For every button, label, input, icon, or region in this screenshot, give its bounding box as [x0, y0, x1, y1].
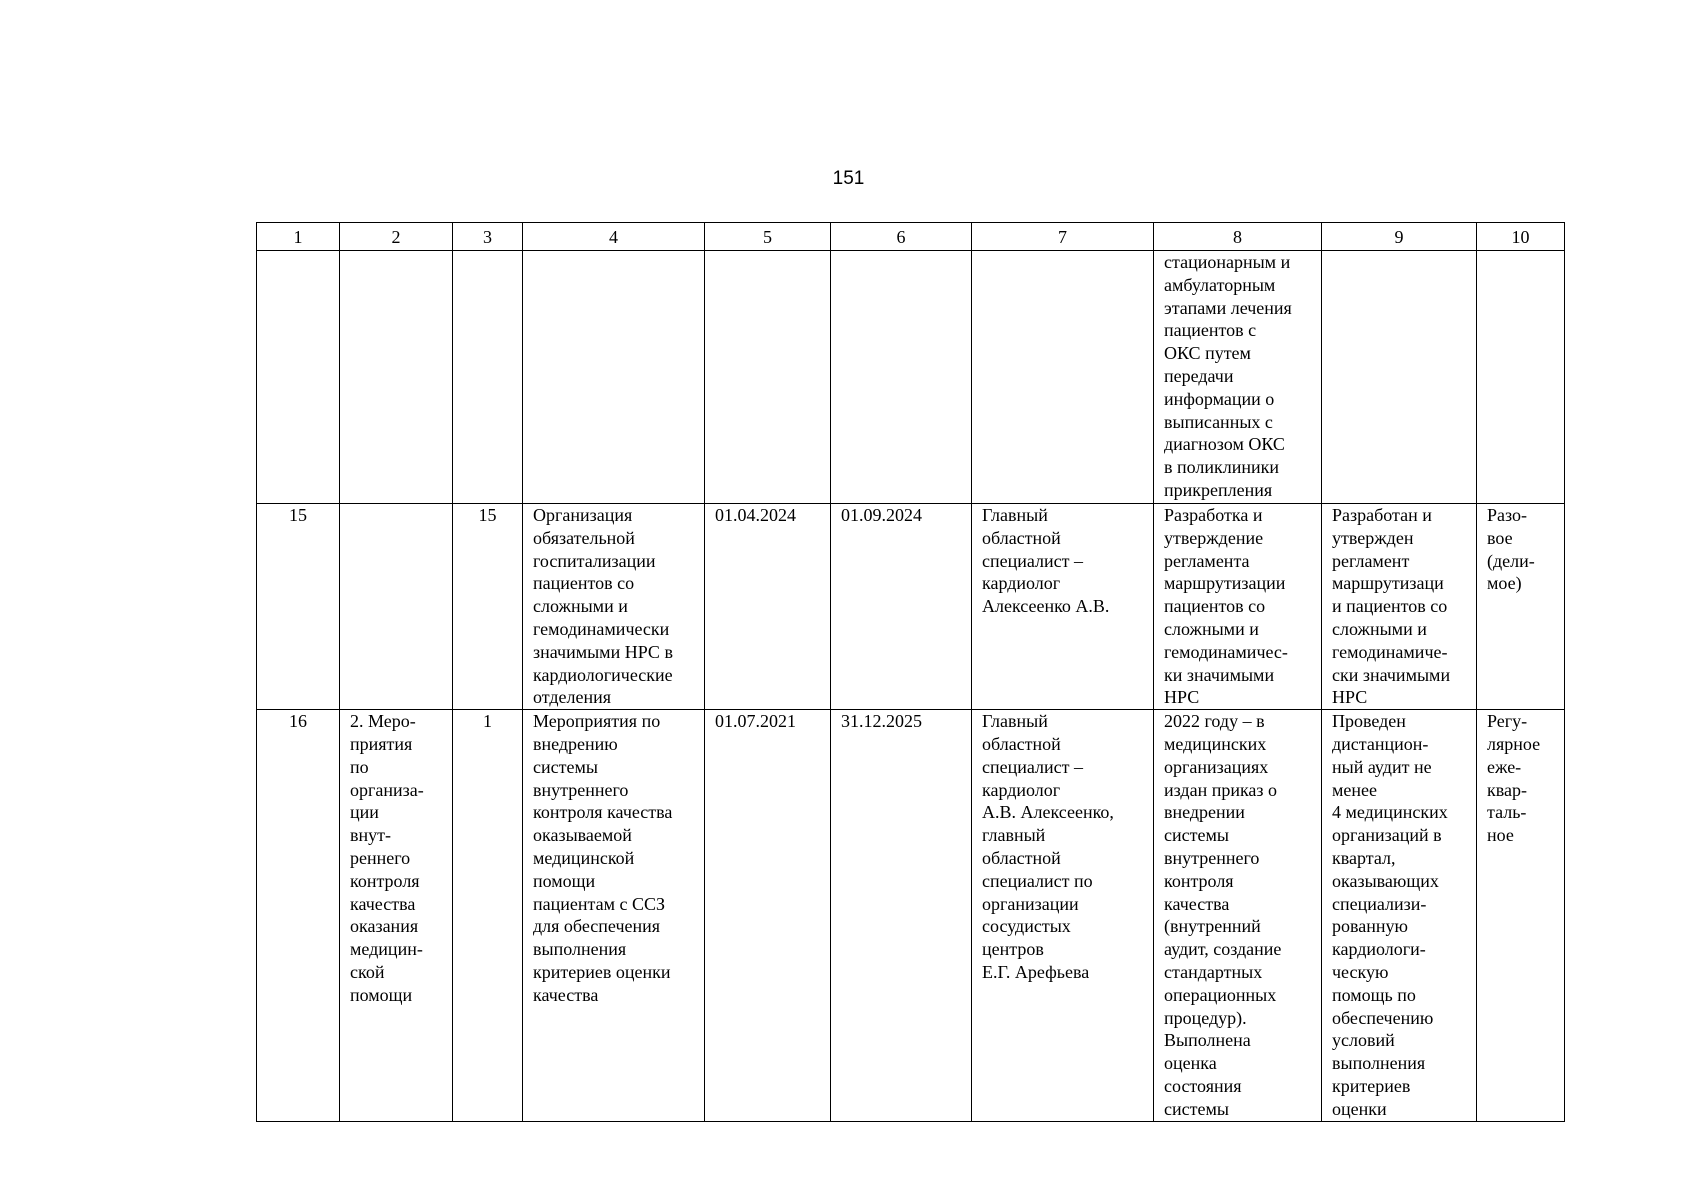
table-cell — [831, 710, 972, 1121]
table-cell — [972, 710, 1154, 1121]
table-cell — [705, 710, 831, 1121]
column-header: 3 — [453, 223, 523, 251]
table-cell — [1322, 504, 1477, 710]
column-header: 5 — [705, 223, 831, 251]
table-cell — [453, 504, 523, 710]
table-cell — [340, 710, 453, 1121]
cell-text: Организация обязательной госпитализации пациентов со сложными и гемодинамически значимыми НРС в кардиологические отделения — [533, 505, 673, 708]
table-cell — [523, 251, 705, 504]
cell-text: 01.09.2024 — [841, 505, 922, 525]
table-cell — [972, 504, 1154, 710]
table-cell — [1154, 251, 1322, 504]
cell-text: 01.04.2024 — [715, 505, 796, 525]
cell-text: 01.07.2021 — [715, 711, 796, 732]
cell-text: Проведен дистанцион- ный аудит не менее 4 медицинских организаций в квартал, оказывающих специализи- рованную кардиологи- ческую помощь по обеспечению условий выполнения критериев оценки — [1332, 711, 1448, 1119]
table-cell — [453, 251, 523, 504]
page-number: 151 — [832, 168, 865, 189]
table-cell — [523, 504, 705, 710]
table-cell — [340, 504, 453, 710]
cell-text: Главный областной специалист – кардиолог Алексеенко А.В. — [982, 505, 1110, 617]
table-cell — [1154, 504, 1322, 710]
cell-text: стационарным и амбулаторным этапами лечения пациентов с ОКС путем передачи информации о выписанных с диагнозом ОКС в поликлиники прикрепления — [1164, 252, 1292, 500]
cell-text: Разо- вое (дели- мое) — [1487, 505, 1535, 594]
table-cell — [1322, 251, 1477, 504]
cell-text: Мероприятия по внедрению системы внутреннего контроля качества оказываемой медицинской помощи пациентам с ССЗ для обеспечения выполнения критериев оценки качества — [533, 711, 673, 1005]
column-header: 6 — [831, 223, 972, 251]
cell-text: Регу- лярное еже- квар- таль- ное — [1487, 711, 1541, 846]
table-cell — [1154, 710, 1322, 1121]
table-cell — [1477, 251, 1565, 504]
cell-text: Разработка и утверждение регламента маршрутизации пациентов со сложными и гемодинамичес- ки значимыми НРС — [1164, 505, 1288, 708]
table-cell — [705, 504, 831, 710]
table-cell — [257, 504, 340, 710]
table-cell — [1322, 710, 1477, 1121]
table-cell — [453, 710, 523, 1121]
table-cell — [257, 251, 340, 504]
table-row — [257, 251, 1565, 504]
table-cell — [705, 251, 831, 504]
table-cell — [1477, 504, 1565, 710]
cell-text: 15 — [289, 505, 307, 525]
column-header: 7 — [972, 223, 1154, 251]
column-header: 2 — [340, 223, 453, 251]
cell-text: 31.12.2025 — [841, 711, 922, 732]
table-cell — [831, 251, 972, 504]
cell-text: Разработан и утвержден регламент маршрутизаци и пациентов со сложными и гемодинамиче- ски значимыми НРС — [1332, 505, 1451, 708]
table-cell — [1477, 710, 1565, 1121]
column-header: 9 — [1322, 223, 1477, 251]
table-row — [257, 504, 1565, 710]
table-row — [257, 710, 1565, 1121]
cell-text: 2. Меро- приятия по организа- ции внут- реннего контроля качества оказания медицин- ской помощи — [350, 711, 424, 1005]
column-header: 1 — [257, 223, 340, 251]
cell-text: 1 — [483, 711, 492, 732]
cell-text: Главный областной специалист – кардиолог А.В. Алексеенко, главный областной специалист по организации сосудистых центров Е.Г. Арефьева — [982, 711, 1114, 982]
table-cell — [523, 710, 705, 1121]
table-cell — [972, 251, 1154, 504]
column-header: 10 — [1477, 223, 1565, 251]
cell-text: 2022 году – в медицинских организациях издан приказ о внедрении системы внутреннего контроля качества (внутренний аудит, создание стандартных операционных процедур). Выполнена оценка состояния системы — [1164, 711, 1282, 1119]
activity-table — [256, 222, 1565, 1122]
column-header: 8 — [1154, 223, 1322, 251]
table-header-row — [257, 223, 1565, 251]
column-header: 4 — [523, 223, 705, 251]
cell-text: 16 — [289, 711, 307, 732]
table-cell — [340, 251, 453, 504]
table-cell — [831, 504, 972, 710]
cell-text: 15 — [478, 505, 497, 525]
table-cell — [257, 710, 340, 1121]
